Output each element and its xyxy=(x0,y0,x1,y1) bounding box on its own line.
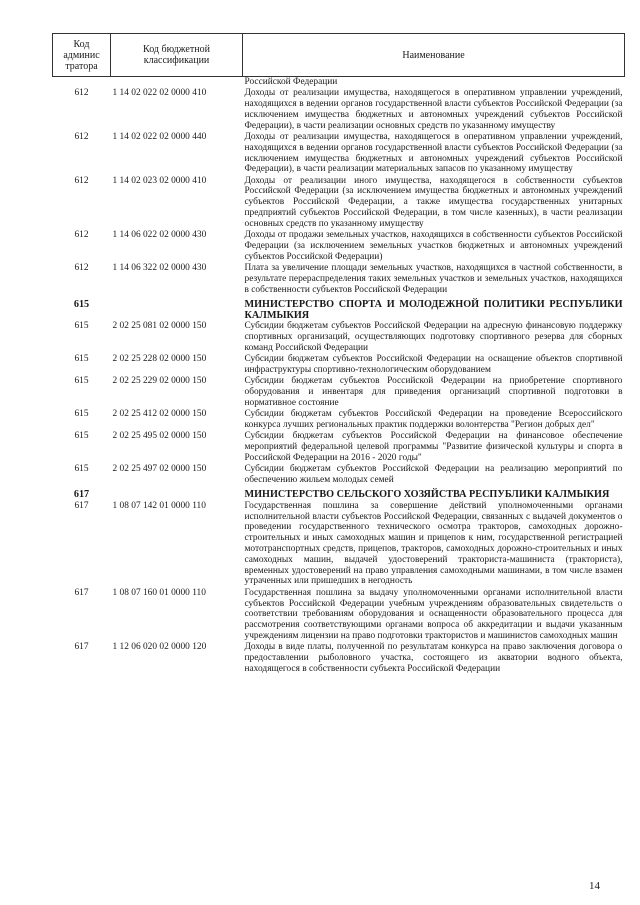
table-row xyxy=(53,263,625,296)
admin-code-cell: 615 xyxy=(74,431,89,442)
admin-code-cell: 617 xyxy=(74,642,89,653)
budget-code-cell: 2 02 25 081 02 0000 150 xyxy=(112,321,207,332)
name-cell: Доходы от реализации имущества, находящегося в оперативном управлении учреждений, находящихся в ведении органов государственной власти субъектов Российской Федерации (за исключением имущества бюджетных и автономных учреждений субъектов Российской Федерации), в части реализации основных средств по указанному имуществу xyxy=(244,88,623,131)
budget-code-cell: 1 14 06 322 02 0000 430 xyxy=(112,263,207,274)
budget-code-cell: 1 12 06 020 02 0000 120 xyxy=(112,642,207,653)
name-cell: Государственная пошлина за выдачу уполномоченными органами исполнительной власти субъектов Российской Федерации учебным учреждениям образовательных свидетельств о соответствии требованиям оборудования и оснащенности образовательного процесса для рассмотрения соответствующими органами вопроса об аккредитации и выдачи указанным учреждениям лицензии на право подготовки трактористов и машинистов самоходных машин xyxy=(244,587,623,641)
table-row xyxy=(53,77,625,89)
name-cell: Доходы от реализации иного имущества, находящегося в собственности субъектов Российской Федерации (за исключением имущества бюджетных и автономных учреждений субъектов Российской Федерации, а также имущества государственных унитарных предприятий субъектов Российской Федерации, в том числе казенных), в части реализации основных средств по указанному имуществу xyxy=(244,175,623,229)
table-row xyxy=(53,588,625,642)
table-row xyxy=(53,431,625,464)
budget-classification-table xyxy=(52,33,625,675)
header-name: Наименование xyxy=(243,34,625,77)
admin-code-cell: 617 xyxy=(73,489,90,501)
admin-code-cell: 615 xyxy=(74,376,89,387)
budget-code-cell: 2 02 25 412 02 0000 150 xyxy=(112,409,207,420)
page-number: 14 xyxy=(589,880,600,892)
name-cell: МИНИСТЕРСТВО СЕЛЬСКОГО ХОЗЯЙСТВА РЕСПУБЛИКИ КАЛМЫКИЯ xyxy=(244,489,610,501)
admin-code-cell: 615 xyxy=(73,298,90,310)
admin-code-cell xyxy=(53,77,111,89)
admin-code-cell: 615 xyxy=(74,321,89,332)
name-cell: МИНИСТЕРСТВО СПОРТА И МОЛОДЕЖНОЙ ПОЛИТИКИ РЕСПУБЛИКИ КАЛМЫКИЯ xyxy=(244,298,623,321)
admin-code-cell: 615 xyxy=(74,354,89,365)
budget-code-cell xyxy=(111,77,243,89)
name-cell: Субсидии бюджетам субъектов Российской Федерации на проведение Всероссийского конкурса лучших региональных практик поддержки волонтерства "Регион добрых дел" xyxy=(244,409,623,431)
table-row xyxy=(53,230,625,263)
table-row xyxy=(53,376,625,409)
admin-code-cell: 615 xyxy=(74,464,89,475)
header-budget-code: Код бюджетной классификации xyxy=(111,34,243,77)
budget-code-cell: 2 02 25 229 02 0000 150 xyxy=(112,376,207,387)
table-row xyxy=(53,642,625,675)
budget-code-cell: 1 08 07 160 01 0000 110 xyxy=(112,587,206,598)
name-cell: Субсидии бюджетам субъектов Российской Федерации на приобретение спортивного оборудования и инвентаря для приведения организаций спортивной подготовки в нормативное состояние xyxy=(244,376,623,409)
header-admin-code: Код админис тратора xyxy=(53,34,111,77)
name-cell: Плата за увеличение площади земельных участков, находящихся в частной собственности, в результате перераспределения таких земельных участков и земельных участков, находящихся в собственности субъектов Российской Федерации xyxy=(244,263,623,295)
ministry-row xyxy=(53,486,625,501)
admin-code-cell: 615 xyxy=(74,409,89,420)
ministry-row xyxy=(53,296,625,322)
budget-code-cell: 1 14 02 022 02 0000 410 xyxy=(112,88,207,99)
admin-code-cell: 612 xyxy=(74,175,89,186)
table-row xyxy=(53,464,625,486)
table-row xyxy=(53,354,625,376)
admin-code-cell: 612 xyxy=(74,230,89,241)
table-row xyxy=(53,176,625,230)
admin-code-cell: 612 xyxy=(74,88,89,99)
admin-code-cell: 612 xyxy=(74,131,89,142)
budget-code-cell: 2 02 25 495 02 0000 150 xyxy=(112,431,207,442)
admin-code-cell: 617 xyxy=(74,500,89,511)
budget-code-cell: 1 08 07 142 01 0000 110 xyxy=(112,500,206,511)
name-cell: Субсидии бюджетам субъектов Российской Федерации на реализацию мероприятий по обеспечению жильем молодых семей xyxy=(244,464,623,486)
name-cell: Российской Федерации xyxy=(244,77,338,87)
table-row xyxy=(53,321,625,354)
budget-code-cell: 1 14 02 023 02 0000 410 xyxy=(112,175,207,186)
name-cell: Субсидии бюджетам субъектов Российской Федерации на оснащение объектов спортивной инфраструктуры спортивно-технологическим оборудованием xyxy=(244,354,623,376)
name-cell: Доходы от продажи земельных участков, находящихся в собственности субъектов Российской Федерации (за исключением земельных участков бюджетных и автономных учреждений субъектов Российской Федерации) xyxy=(244,230,623,262)
name-cell: Субсидии бюджетам субъектов Российской Федерации на финансовое обеспечение мероприятий федеральной целевой программы "Развитие физической культуры и спорта в Российской Федерации на 2016 - 2020 годы" xyxy=(244,431,623,463)
name-cell: Доходы от реализации имущества, находящегося в оперативном управлении учреждений, находящихся в ведении органов государственной власти субъектов Российской Федерации (за исключением имущества бюджетных и автономных учреждений субъектов Российской Федерации), в части реализации материальных запасов по указанному имуществу xyxy=(244,131,623,175)
admin-code-cell: 612 xyxy=(74,263,89,274)
budget-code-cell xyxy=(111,486,243,501)
budget-code-cell: 1 14 06 022 02 0000 430 xyxy=(112,230,207,241)
table-row xyxy=(53,88,625,132)
budget-code-cell: 2 02 25 497 02 0000 150 xyxy=(112,464,207,475)
budget-code-cell xyxy=(111,296,243,322)
table-row xyxy=(53,132,625,176)
name-cell: Государственная пошлина за совершение действий уполномоченными органами исполнительной власти субъектов Российской Федерации, связанных с выдачей документов о проведении государственного технического осмотра тракторов, самоходных дорожно-строительных и иных самоходных машин и прицепов к ним, государственной регистрацией мототранспортных средств, прицепов, тракторов, самоходных дорожно-строительных и иных самоходных машин, выдачей удостоверений тракториста-машиниста (тракториста), временных удостоверений на право управления самоходными машинами, в том числе взамен утраченных или пришедших в негодность xyxy=(244,500,623,587)
budget-code-cell: 2 02 25 228 02 0000 150 xyxy=(112,354,207,365)
table-row xyxy=(53,409,625,431)
budget-code-cell: 1 14 02 022 02 0000 440 xyxy=(112,131,207,142)
table-header-row xyxy=(53,34,625,77)
table-body xyxy=(53,77,625,676)
name-cell: Субсидии бюджетам субъектов Российской Федерации на адресную финансовую поддержку спортивных организаций, осуществляющих подготовку спортивного резерва для сборных команд Российской Федерации xyxy=(244,321,623,354)
table-row xyxy=(53,501,625,588)
admin-code-cell: 617 xyxy=(74,587,89,598)
name-cell: Доходы в виде платы, полученной по результатам конкурса на право заключения договора о предоставлении рыболовного участка, состоящего из акватории водного объекта, находящегося в собственности субъекта Российской Федерации xyxy=(244,642,623,674)
